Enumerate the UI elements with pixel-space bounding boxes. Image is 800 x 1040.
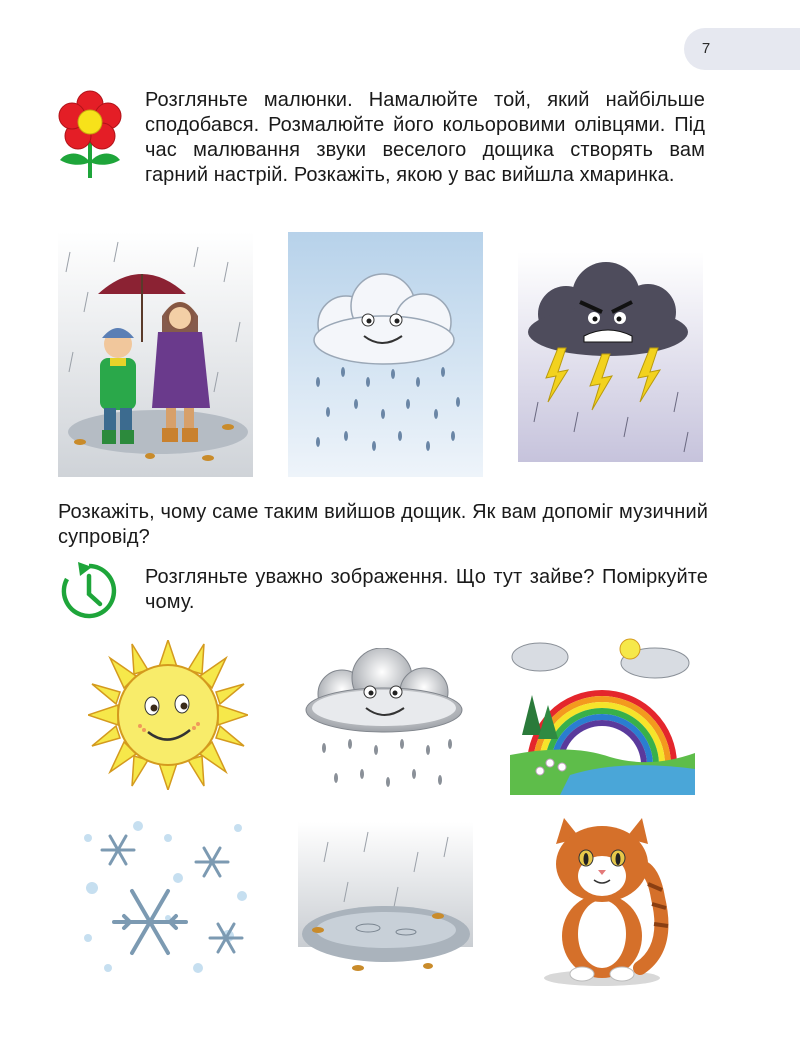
cloud-with-rain-illustration [298,648,473,803]
sun-illustration [88,640,248,790]
question-text: Розкажіть, чому саме таким вийшов дощик. Як вам допоміг музичний супровід? [58,501,708,548]
angry-storm-cloud-illustration [518,252,703,462]
task2-text: Розгляньте уважно зображення. Що тут зайве? Поміркуйте чому. [145,566,708,613]
rainbow-landscape-illustration [510,635,695,795]
clock-arrow-icon [58,560,120,622]
task1-text: Розгляньте малюнки. Намалюйте той, який найбільше сподобався. Розмалюйте його кольоровими олівцями. Під час малювання звуки веселого дощика створять вам гарний настрій. Розкажіть, якою у вас вийшла хмаринка. [145,89,705,186]
snowflakes-illustration [78,818,253,978]
page-number: 7 [701,40,711,57]
page-number-tab [684,28,800,70]
flower-icon [56,90,124,180]
smiling-cloud-rain-illustration [288,232,483,477]
puddle-in-rain-illustration [298,822,473,982]
kids-in-rain-illustration [58,232,253,477]
cat-illustration [530,818,680,988]
